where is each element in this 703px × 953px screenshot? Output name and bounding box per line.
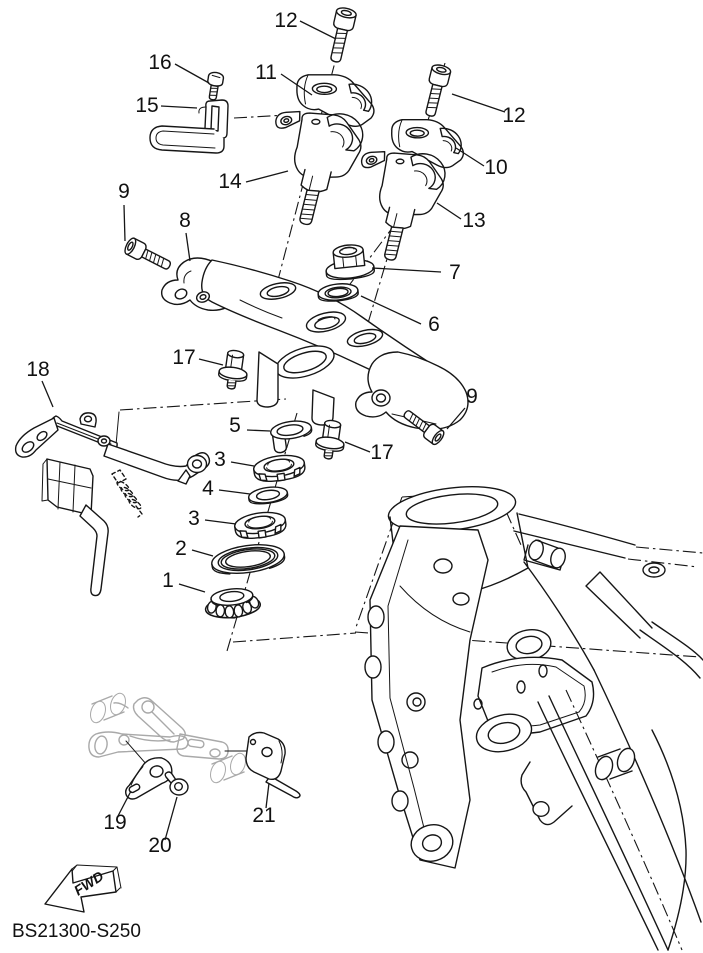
- frame-drawing: [365, 480, 703, 950]
- leader-line-3: [205, 520, 236, 524]
- leader-line-2: [192, 550, 213, 556]
- part-16-screw-drawing: [205, 71, 224, 101]
- part-label-12: 12: [274, 9, 298, 32]
- leader-line-3: [231, 462, 254, 466]
- part-17-flange-bolt-left-drawing: [217, 349, 250, 391]
- part-18-bracket-drawing: [16, 413, 210, 596]
- leader-line-7: [372, 268, 441, 272]
- leader-line-15: [161, 106, 197, 108]
- part-3-ring-nut-lower-drawing: [233, 510, 287, 541]
- part-label-16: 16: [148, 51, 172, 74]
- part-3-ring-nut-upper-drawing: [252, 453, 306, 484]
- leader-line-12: [452, 94, 505, 112]
- part-label-4: 4: [202, 477, 214, 500]
- fwd-arrow-label: FWD: [70, 867, 107, 899]
- leader-line-13: [437, 203, 461, 219]
- part-7-flange-nut-drawing: [324, 243, 375, 282]
- leader-line-17: [345, 442, 370, 452]
- part-label-18: 18: [26, 358, 50, 381]
- part-label-8: 8: [179, 209, 191, 232]
- reference-linkage-drawing: [88, 691, 260, 784]
- part-label-17: 17: [370, 441, 394, 464]
- part-label-5: 5: [229, 414, 241, 437]
- leader-line-6: [361, 296, 421, 324]
- leader-line-9: [124, 205, 125, 241]
- part-label-1: 1: [162, 569, 174, 592]
- part-12-bolt-left-drawing: [325, 6, 357, 64]
- leader-line-16: [175, 64, 209, 83]
- part-12-bolt-right-drawing: [421, 63, 452, 118]
- part-1-bearing-drawing: [204, 586, 262, 621]
- diagram-code: BS21300-S250: [12, 921, 141, 942]
- part-label-17: 17: [172, 346, 196, 369]
- part-label-10: 10: [484, 156, 508, 179]
- part-label-19: 19: [103, 811, 127, 834]
- leader-line-1: [179, 584, 205, 592]
- part-label-14: 14: [218, 170, 242, 193]
- part-label-12: 12: [502, 104, 526, 127]
- part-21-bracket-drawing: [246, 733, 300, 798]
- leader-line-4: [219, 490, 250, 494]
- part-4-lock-washer-drawing: [248, 485, 289, 506]
- leader-line-14: [246, 171, 288, 182]
- fwd-direction-arrow: [45, 865, 121, 912]
- part-label-20: 20: [148, 834, 172, 857]
- part-label-15: 15: [135, 94, 159, 117]
- part-label-6: 6: [428, 313, 440, 336]
- part-label-11: 11: [255, 61, 277, 84]
- leader-line-18: [42, 381, 53, 407]
- part-label-21: 21: [252, 804, 276, 827]
- part-20-screw-drawing: [165, 772, 188, 795]
- part-label-9: 9: [118, 180, 130, 203]
- leader-line-5: [247, 430, 270, 431]
- part-label-13: 13: [462, 209, 486, 232]
- part-label-7: 7: [449, 261, 461, 284]
- part-9-bolt-left-drawing: [123, 237, 174, 274]
- part-5-cover-drawing: [270, 419, 315, 454]
- leader-line-8: [186, 233, 190, 261]
- part-label-3: 3: [188, 507, 200, 530]
- part-2-washer-drawing: [210, 541, 286, 578]
- leader-line-12: [300, 21, 336, 39]
- part-label-9: 9: [466, 385, 478, 408]
- part-label-2: 2: [175, 537, 187, 560]
- part-label-3: 3: [214, 448, 226, 471]
- leader-line-17: [199, 359, 223, 365]
